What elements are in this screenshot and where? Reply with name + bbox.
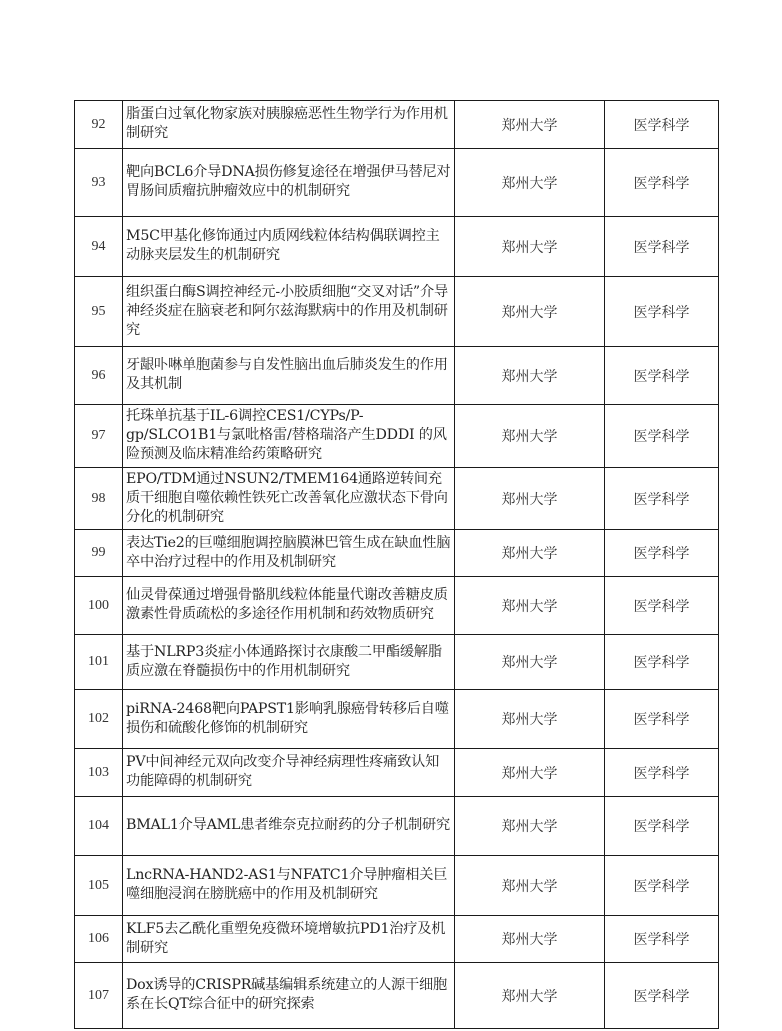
project-title: 托珠单抗基于IL-6调控CES1/CYPs/P-gp/SLCO1B1与氯吡格雷/替格瑞洛产生DDDI 的风险预测及临床精准给药策略研究 [123, 405, 455, 468]
table-row [75, 635, 719, 690]
row-number: 100 [75, 577, 123, 635]
row-number: 105 [75, 856, 123, 916]
discipline: 医学科学 [605, 468, 719, 530]
project-title: 靶向BCL6介导DNA损伤修复途径在增强伊马替尼对胃肠间质瘤抗肿瘤效应中的机制研究 [123, 149, 455, 217]
project-title: PV中间神经元双向改变介导神经病理性疼痛致认知功能障碍的机制研究 [123, 749, 455, 797]
table-row [75, 690, 719, 749]
project-table [74, 100, 719, 1029]
project-title: KLF5去乙酰化重塑免疫微环境增敏抗PD1治疗及机制研究 [123, 916, 455, 963]
project-title: 表达Tie2的巨噬细胞调控脑膜淋巴管生成在缺血性脑卒中治疗过程中的作用及机制研究 [123, 530, 455, 577]
discipline: 医学科学 [605, 749, 719, 797]
row-number: 103 [75, 749, 123, 797]
project-title: BMAL1介导AML患者维奈克拉耐药的分子机制研究 [123, 797, 455, 856]
table-row [75, 277, 719, 347]
discipline: 医学科学 [605, 277, 719, 347]
institution: 郑州大学 [455, 749, 605, 797]
project-title: 牙龈卟啉单胞菌参与自发性脑出血后肺炎发生的作用及其机制 [123, 347, 455, 405]
row-number: 101 [75, 635, 123, 690]
table-row [75, 797, 719, 856]
table-row [75, 916, 719, 963]
institution: 郑州大学 [455, 963, 605, 1029]
row-number: 96 [75, 347, 123, 405]
table-row [75, 530, 719, 577]
project-title: M5C甲基化修饰通过内质网线粒体结构偶联调控主动脉夹层发生的机制研究 [123, 217, 455, 277]
discipline: 医学科学 [605, 530, 719, 577]
row-number: 106 [75, 916, 123, 963]
row-number: 99 [75, 530, 123, 577]
discipline: 医学科学 [605, 405, 719, 468]
discipline: 医学科学 [605, 963, 719, 1029]
project-title: 脂蛋白过氧化物家族对胰腺癌恶性生物学行为作用机制研究 [123, 101, 455, 149]
discipline: 医学科学 [605, 635, 719, 690]
project-title: piRNA-2468靶向PAPST1影响乳腺癌骨转移后自噬损伤和硫酸化修饰的机制研究 [123, 690, 455, 749]
table-row [75, 149, 719, 217]
project-title: 组织蛋白酶S调控神经元-小胶质细胞“交叉对话”介导神经炎症在脑衰老和阿尔兹海默病中的作用及机制研究 [123, 277, 455, 347]
discipline: 医学科学 [605, 577, 719, 635]
institution: 郑州大学 [455, 916, 605, 963]
institution: 郑州大学 [455, 277, 605, 347]
institution: 郑州大学 [455, 468, 605, 530]
row-number: 93 [75, 149, 123, 217]
discipline: 医学科学 [605, 149, 719, 217]
institution: 郑州大学 [455, 217, 605, 277]
table-row [75, 405, 719, 468]
institution: 郑州大学 [455, 101, 605, 149]
row-number: 94 [75, 217, 123, 277]
row-number: 92 [75, 101, 123, 149]
institution: 郑州大学 [455, 405, 605, 468]
table-row [75, 963, 719, 1029]
table-row [75, 856, 719, 916]
discipline: 医学科学 [605, 347, 719, 405]
table-row [75, 577, 719, 635]
project-title: 基于NLRP3炎症小体通路探讨衣康酸二甲酯缓解脂质应激在脊髓损伤中的作用机制研究 [123, 635, 455, 690]
table-row [75, 468, 719, 530]
project-title: 仙灵骨葆通过增强骨骼肌线粒体能量代谢改善糖皮质激素性骨质疏松的多途径作用机制和药效物质研究 [123, 577, 455, 635]
project-title: LncRNA-HAND2-AS1与NFATC1介导肿瘤相关巨噬细胞浸润在膀胱癌中的作用及机制研究 [123, 856, 455, 916]
row-number: 104 [75, 797, 123, 856]
table-row [75, 347, 719, 405]
discipline: 医学科学 [605, 797, 719, 856]
institution: 郑州大学 [455, 635, 605, 690]
institution: 郑州大学 [455, 797, 605, 856]
institution: 郑州大学 [455, 856, 605, 916]
row-number: 102 [75, 690, 123, 749]
row-number: 95 [75, 277, 123, 347]
table-row [75, 749, 719, 797]
discipline: 医学科学 [605, 856, 719, 916]
discipline: 医学科学 [605, 101, 719, 149]
institution: 郑州大学 [455, 690, 605, 749]
institution: 郑州大学 [455, 577, 605, 635]
institution: 郑州大学 [455, 530, 605, 577]
row-number: 98 [75, 468, 123, 530]
institution: 郑州大学 [455, 149, 605, 217]
table-row [75, 101, 719, 149]
discipline: 医学科学 [605, 217, 719, 277]
institution: 郑州大学 [455, 347, 605, 405]
table-row [75, 217, 719, 277]
row-number: 97 [75, 405, 123, 468]
project-table-body [75, 101, 719, 1029]
discipline: 医学科学 [605, 916, 719, 963]
discipline: 医学科学 [605, 690, 719, 749]
project-title: EPO/TDM通过NSUN2/TMEM164通路逆转间充质干细胞自噬依赖性铁死亡改善氧化应激状态下骨向分化的机制研究 [123, 468, 455, 530]
project-title: Dox诱导的CRISPR碱基编辑系统建立的人源干细胞系在长QT综合征中的研究探索 [123, 963, 455, 1029]
row-number: 107 [75, 963, 123, 1029]
